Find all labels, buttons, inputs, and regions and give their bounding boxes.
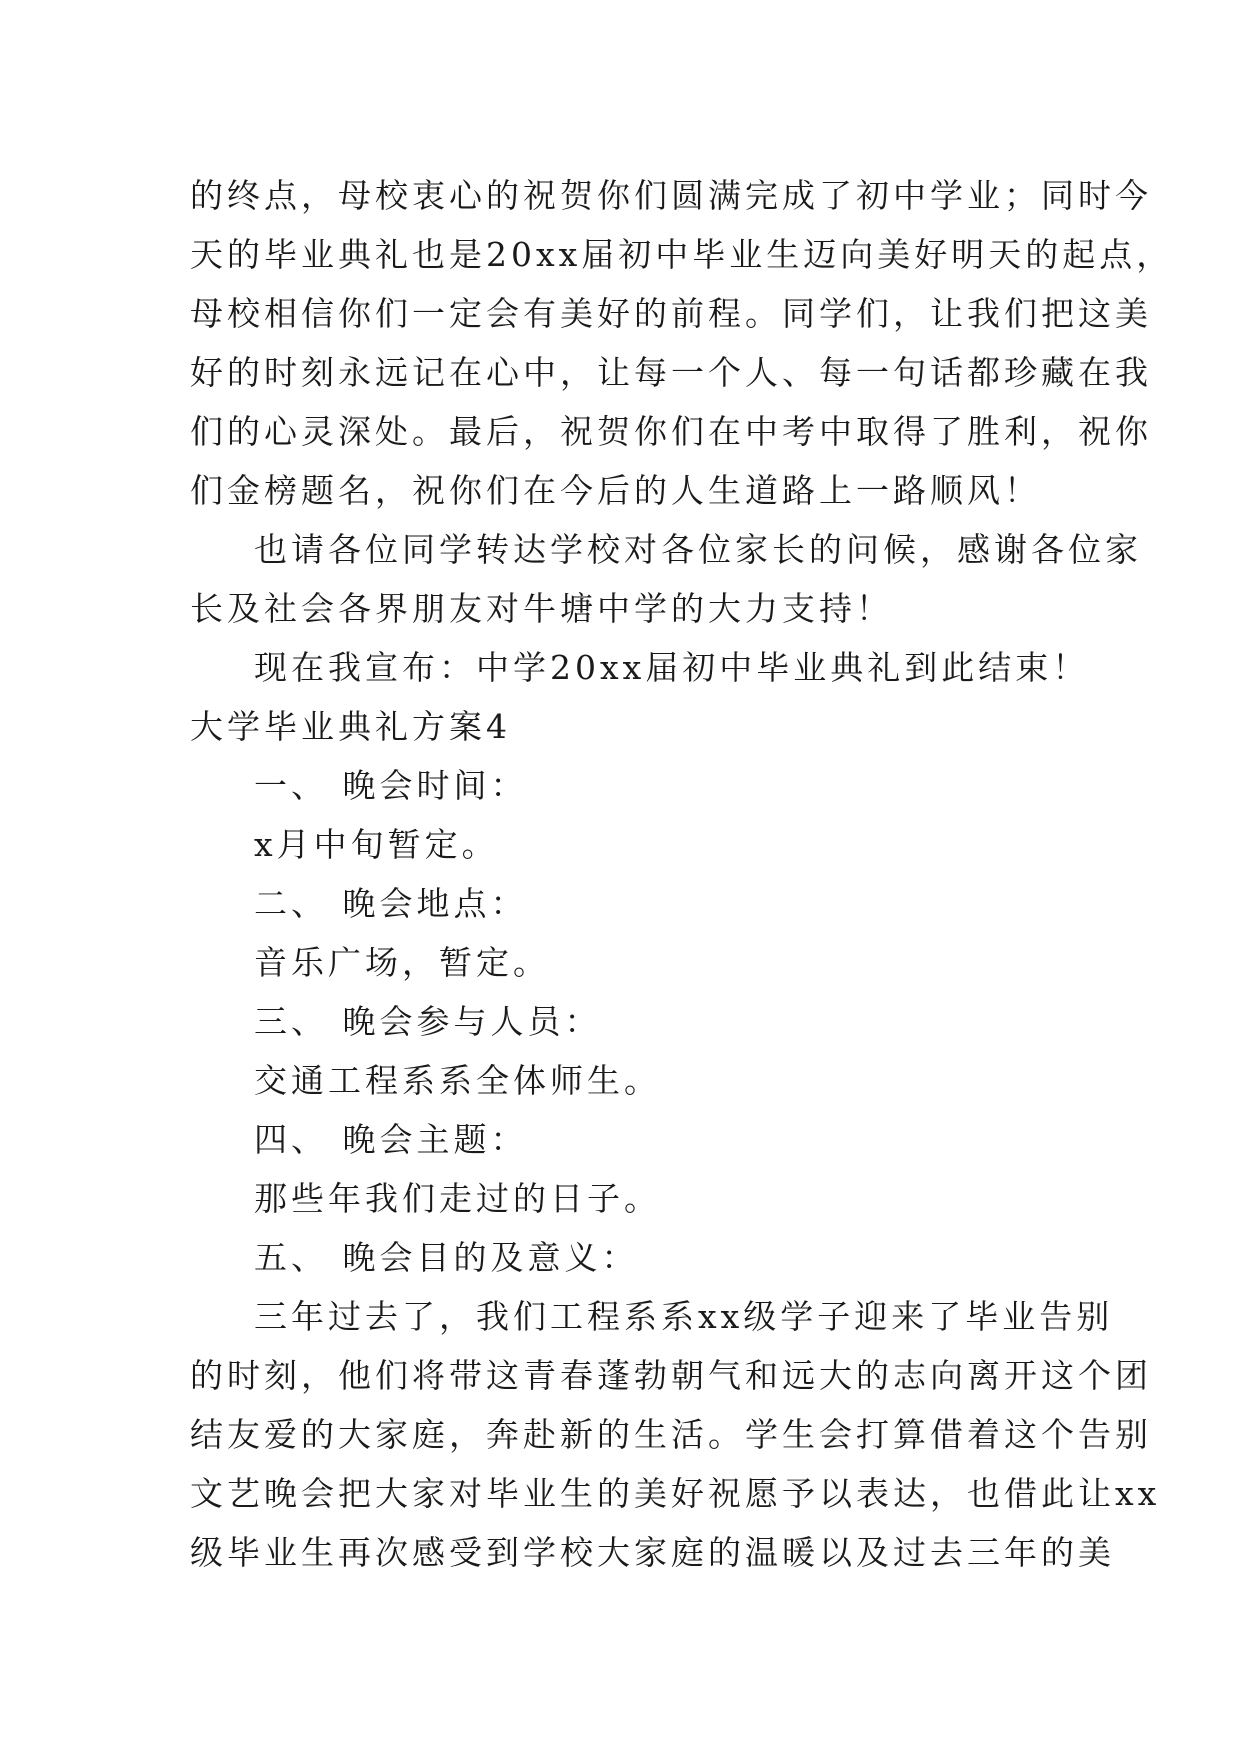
text-line: 的时刻，他们将带这青春蓬勃朝气和远大的志向离开这个团 bbox=[190, 1356, 1152, 1395]
item-content: x月中旬暂定。 bbox=[254, 825, 499, 864]
item-heading: 五、 晚会目的及意义： bbox=[254, 1238, 639, 1277]
text-line: 结友爱的大家庭，奔赴新的生活。学生会打算借着这个告别 bbox=[190, 1415, 1152, 1454]
item-heading: 一、 晚会时间： bbox=[254, 766, 528, 805]
text-line: 级毕业生再次感受到学校大家庭的温暖以及过去三年的美 bbox=[190, 1533, 1115, 1572]
closing-announcement: 现在我宣布：中学20xx届初中毕业典礼到此结束！ bbox=[254, 648, 1090, 687]
item-heading: 四、 晚会主题： bbox=[254, 1120, 528, 1159]
text-line: 文艺晚会把大家对毕业生的美好祝愿予以表达，也借此让xx bbox=[190, 1474, 1161, 1513]
section-heading: 大学毕业典礼方案4 bbox=[190, 707, 511, 746]
document-body bbox=[190, 166, 1174, 1582]
text-line: 们金榜题名，祝你们在今后的人生道路上一路顺风！ bbox=[190, 471, 1041, 510]
text-line: 天的毕业典礼也是20xx届初中毕业生迈向美好明天的起点， bbox=[190, 235, 1174, 274]
paragraph-start-line: 三年过去了，我们工程系系xx级学子迎来了毕业告别 bbox=[254, 1297, 1114, 1336]
paragraph-start-line: 也请各位同学转达学校对各位家长的问候，感谢各位家 bbox=[254, 530, 1142, 569]
text-line: 长及社会各界朋友对牛塘中学的大力支持！ bbox=[190, 589, 893, 628]
item-heading: 三、 晚会参与人员： bbox=[254, 1002, 602, 1041]
item-content: 音乐广场，暂定。 bbox=[254, 943, 550, 982]
item-content: 那些年我们走过的日子。 bbox=[254, 1179, 661, 1218]
text-line: 母校相信你们一定会有美好的前程。同学们，让我们把这美 bbox=[190, 294, 1152, 333]
text-line: 们的心灵深处。最后，祝贺你们在中考中取得了胜利，祝你 bbox=[190, 412, 1152, 451]
item-heading: 二、 晚会地点： bbox=[254, 884, 528, 923]
item-content: 交通工程系系全体师生。 bbox=[254, 1061, 661, 1100]
text-line: 的终点，母校衷心的祝贺你们圆满完成了初中学业；同时今 bbox=[190, 176, 1152, 215]
text-line: 好的时刻永远记在心中，让每一个人、每一句话都珍藏在我 bbox=[190, 353, 1152, 392]
